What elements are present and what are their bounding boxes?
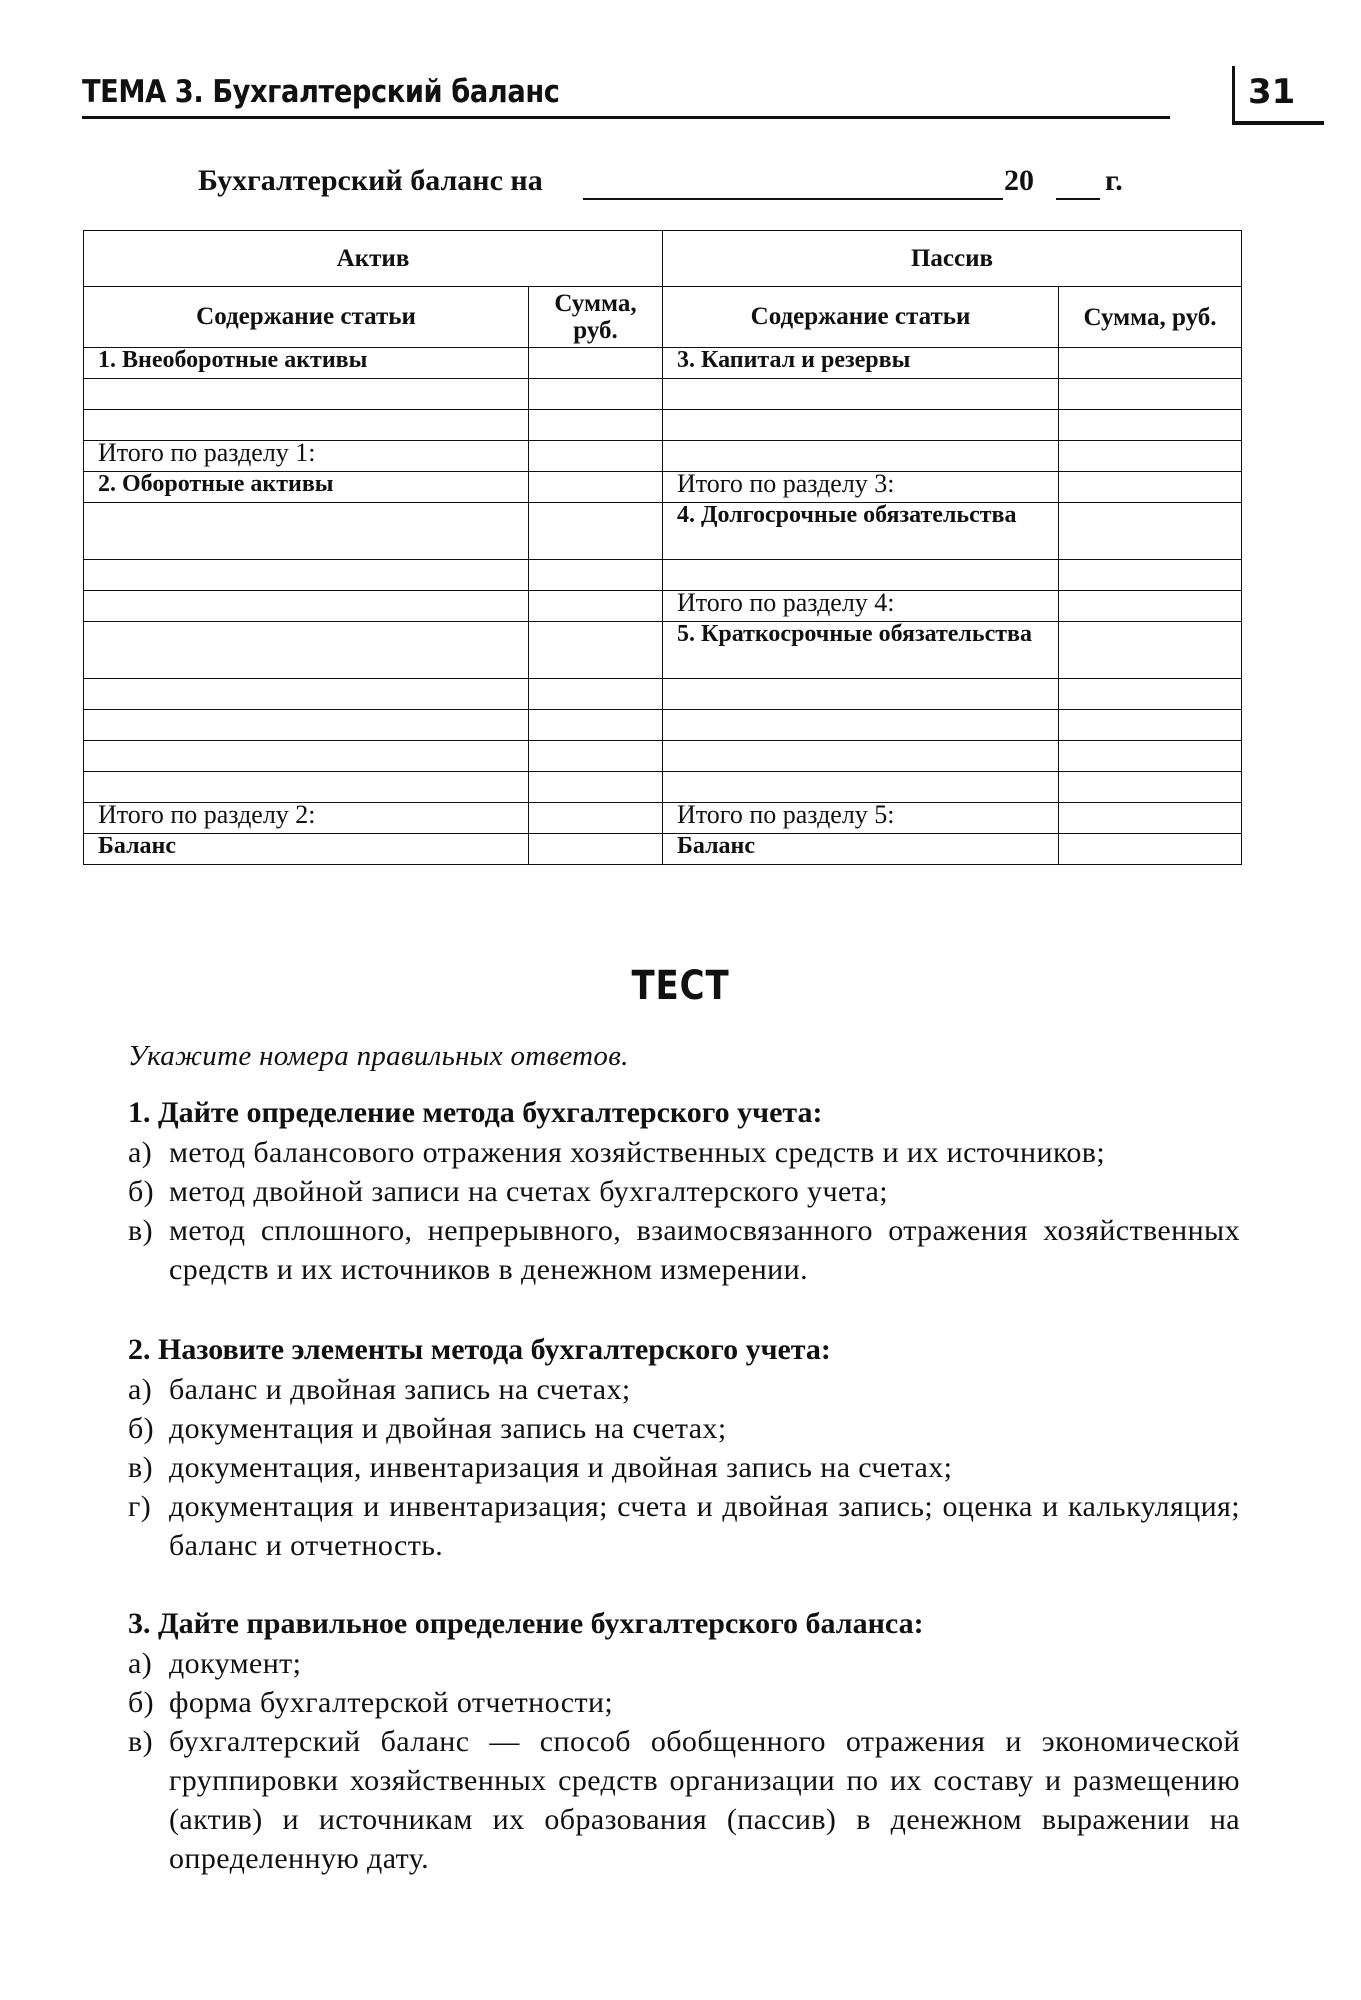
option-label: г) (128, 1490, 152, 1523)
sum-cell[interactable] (529, 441, 663, 472)
content-cell[interactable] (663, 679, 1059, 710)
option-label: в) (128, 1214, 153, 1247)
sum-cell[interactable] (529, 348, 663, 379)
sum-cell[interactable] (529, 679, 663, 710)
option-text: форма бухгалтерской отчетности; (169, 1686, 614, 1719)
sum-cell[interactable] (529, 379, 663, 410)
option-text: метод сплошного, непрерывного, взаимосвязанного отражения хозяйственных средств и их источников в денежном измерении. (169, 1214, 1240, 1286)
sum-cell[interactable] (1059, 410, 1242, 441)
sum-cell[interactable] (1059, 622, 1242, 679)
question-title: 2. Назовите элементы метода бухгалтерского учета: (128, 1333, 831, 1366)
sum-cell[interactable] (529, 591, 663, 622)
content-cell[interactable] (663, 410, 1059, 441)
answer-option[interactable] (128, 1644, 1240, 1683)
question-title: 1. Дайте определение метода бухгалтерского учета: (128, 1096, 823, 1129)
table-subheader-row (84, 287, 1242, 348)
page-number-underline (1232, 121, 1324, 125)
option-text: документация и двойная запись на счетах; (169, 1412, 727, 1445)
option-text: бухгалтерский баланс — способ обобщенного отражения и экономической группировки хозяйственных средств организации по их составу и размещению (актив) и источникам их образования (пассив) в денежном выражении на определенную дату. (169, 1725, 1240, 1875)
content-cell[interactable] (84, 379, 529, 410)
option-text: документация, инвентаризация и двойная запись на счетах; (169, 1451, 953, 1484)
answer-option[interactable] (128, 1370, 1240, 1409)
section-5-total-label: Итого по разделу 5: (663, 803, 1059, 834)
section-4-total-label: Итого по разделу 4: (663, 591, 1059, 622)
content-cell[interactable] (663, 710, 1059, 741)
aktiv-balance-label: Баланс (84, 834, 529, 865)
question-title: 3. Дайте правильное определение бухгалтерского баланса: (128, 1607, 924, 1640)
table-row (84, 679, 1242, 710)
option-text: метод балансового отражения хозяйственных средств и их источников; (169, 1136, 1106, 1169)
option-label: а) (128, 1647, 153, 1680)
table-header-row (84, 231, 1242, 287)
content-cell[interactable] (84, 622, 529, 679)
sum-cell[interactable] (1059, 379, 1242, 410)
sum-cell[interactable] (1059, 560, 1242, 591)
balance-form-title (198, 160, 1198, 204)
table-row (84, 560, 1242, 591)
page-number-divider (1232, 66, 1235, 123)
section-1-heading: 1. Внеоборотные активы (84, 348, 529, 379)
aktiv-sum-header: Сумма, руб. (529, 287, 663, 348)
table-row (84, 472, 1242, 503)
option-text: метод двойной записи на счетах бухгалтерского учета; (169, 1175, 888, 1208)
sum-cell[interactable] (1059, 834, 1242, 865)
sum-cell[interactable] (529, 741, 663, 772)
content-cell[interactable] (84, 772, 529, 803)
section-3-total-label: Итого по разделу 3: (663, 472, 1059, 503)
answer-option[interactable] (128, 1133, 1240, 1172)
sum-cell[interactable] (529, 410, 663, 441)
option-label: а) (128, 1136, 153, 1169)
year-blank-line (1056, 198, 1100, 200)
sum-cell[interactable] (1059, 803, 1242, 834)
section-1-total-label: Итого по разделу 1: (84, 441, 529, 472)
passiv-header: Пассив (663, 231, 1242, 287)
content-cell[interactable] (84, 560, 529, 591)
table-row (84, 379, 1242, 410)
question-3 (128, 1604, 1240, 1878)
option-label: б) (128, 1412, 155, 1445)
option-label: в) (128, 1451, 153, 1484)
table-row (84, 622, 1242, 679)
section-3-heading: 3. Капитал и резервы (663, 348, 1059, 379)
content-cell[interactable] (663, 379, 1059, 410)
sum-cell[interactable] (529, 803, 663, 834)
option-text: документация и инвентаризация; счета и двойная запись; оценка и калькуляция; баланс и отчетность. (169, 1490, 1240, 1562)
chapter-title: ТЕМА 3. Бухгалтерский баланс (82, 74, 560, 110)
table-row (84, 503, 1242, 560)
question-2 (128, 1330, 1240, 1565)
section-2-total-label: Итого по разделу 2: (84, 803, 529, 834)
aktiv-header: Актив (84, 231, 663, 287)
content-cell[interactable] (84, 591, 529, 622)
option-label: б) (128, 1175, 155, 1208)
answer-option[interactable] (128, 1448, 1240, 1487)
table-row (84, 591, 1242, 622)
option-text: документ; (169, 1647, 302, 1680)
content-cell[interactable] (663, 772, 1059, 803)
content-cell[interactable] (663, 741, 1059, 772)
sum-cell[interactable] (529, 834, 663, 865)
table-row (84, 803, 1242, 834)
sum-cell[interactable] (1059, 741, 1242, 772)
content-cell[interactable] (663, 441, 1059, 472)
year-prefix: 20 (1004, 164, 1034, 197)
test-heading: ТЕСТ (631, 963, 730, 1009)
option-label: б) (128, 1686, 155, 1719)
sum-cell[interactable] (1059, 710, 1242, 741)
section-4-heading: 4. Долгосрочные обязательства (663, 503, 1059, 560)
table-row (84, 410, 1242, 441)
sum-cell[interactable] (1059, 503, 1242, 560)
sum-cell[interactable] (529, 560, 663, 591)
sum-cell[interactable] (1059, 679, 1242, 710)
answer-option[interactable] (128, 1172, 1240, 1211)
content-cell[interactable] (84, 410, 529, 441)
sum-cell[interactable] (1059, 772, 1242, 803)
content-cell[interactable] (84, 741, 529, 772)
question-1 (128, 1093, 1240, 1289)
sum-cell[interactable] (529, 503, 663, 560)
sum-cell[interactable] (529, 710, 663, 741)
section-5-heading: 5. Краткосрочные обязательства (663, 622, 1059, 679)
sum-cell[interactable] (1059, 441, 1242, 472)
content-cell[interactable] (84, 679, 529, 710)
answer-option[interactable] (128, 1211, 1240, 1289)
answer-option[interactable] (128, 1487, 1240, 1565)
page-number: 31 (1248, 72, 1296, 112)
option-label: а) (128, 1373, 153, 1406)
content-cell[interactable] (84, 503, 529, 560)
sum-cell[interactable] (529, 772, 663, 803)
table-row (84, 710, 1242, 741)
aktiv-content-header: Содержание статьи (84, 287, 529, 348)
passiv-balance-label: Баланс (663, 834, 1059, 865)
table-row (84, 348, 1242, 379)
content-cell[interactable] (84, 710, 529, 741)
option-label: в) (128, 1725, 153, 1758)
table-row (84, 441, 1242, 472)
table-row (84, 741, 1242, 772)
table-row (84, 834, 1242, 865)
answer-option[interactable] (128, 1722, 1240, 1878)
answer-option[interactable] (128, 1683, 1240, 1722)
sum-cell[interactable] (529, 622, 663, 679)
header-rule (82, 116, 1170, 119)
balance-sheet-table (83, 230, 1242, 865)
balance-title-text: Бухгалтерский баланс на (198, 164, 543, 197)
section-2-heading: 2. Оборотные активы (84, 472, 529, 503)
year-suffix: г. (1105, 164, 1123, 197)
test-instruction: Укажите номера правильных ответов. (128, 1040, 629, 1072)
running-header (82, 66, 1296, 126)
sum-cell[interactable] (529, 472, 663, 503)
sum-cell[interactable] (1059, 472, 1242, 503)
answer-option[interactable] (128, 1409, 1240, 1448)
date-blank-line (583, 198, 1003, 200)
passiv-content-header: Содержание статьи (663, 287, 1059, 348)
content-cell[interactable] (663, 560, 1059, 591)
passiv-sum-header: Сумма, руб. (1059, 287, 1242, 348)
sum-cell[interactable] (1059, 348, 1242, 379)
sum-cell[interactable] (1059, 591, 1242, 622)
option-text: баланс и двойная запись на счетах; (169, 1373, 631, 1406)
table-row (84, 772, 1242, 803)
